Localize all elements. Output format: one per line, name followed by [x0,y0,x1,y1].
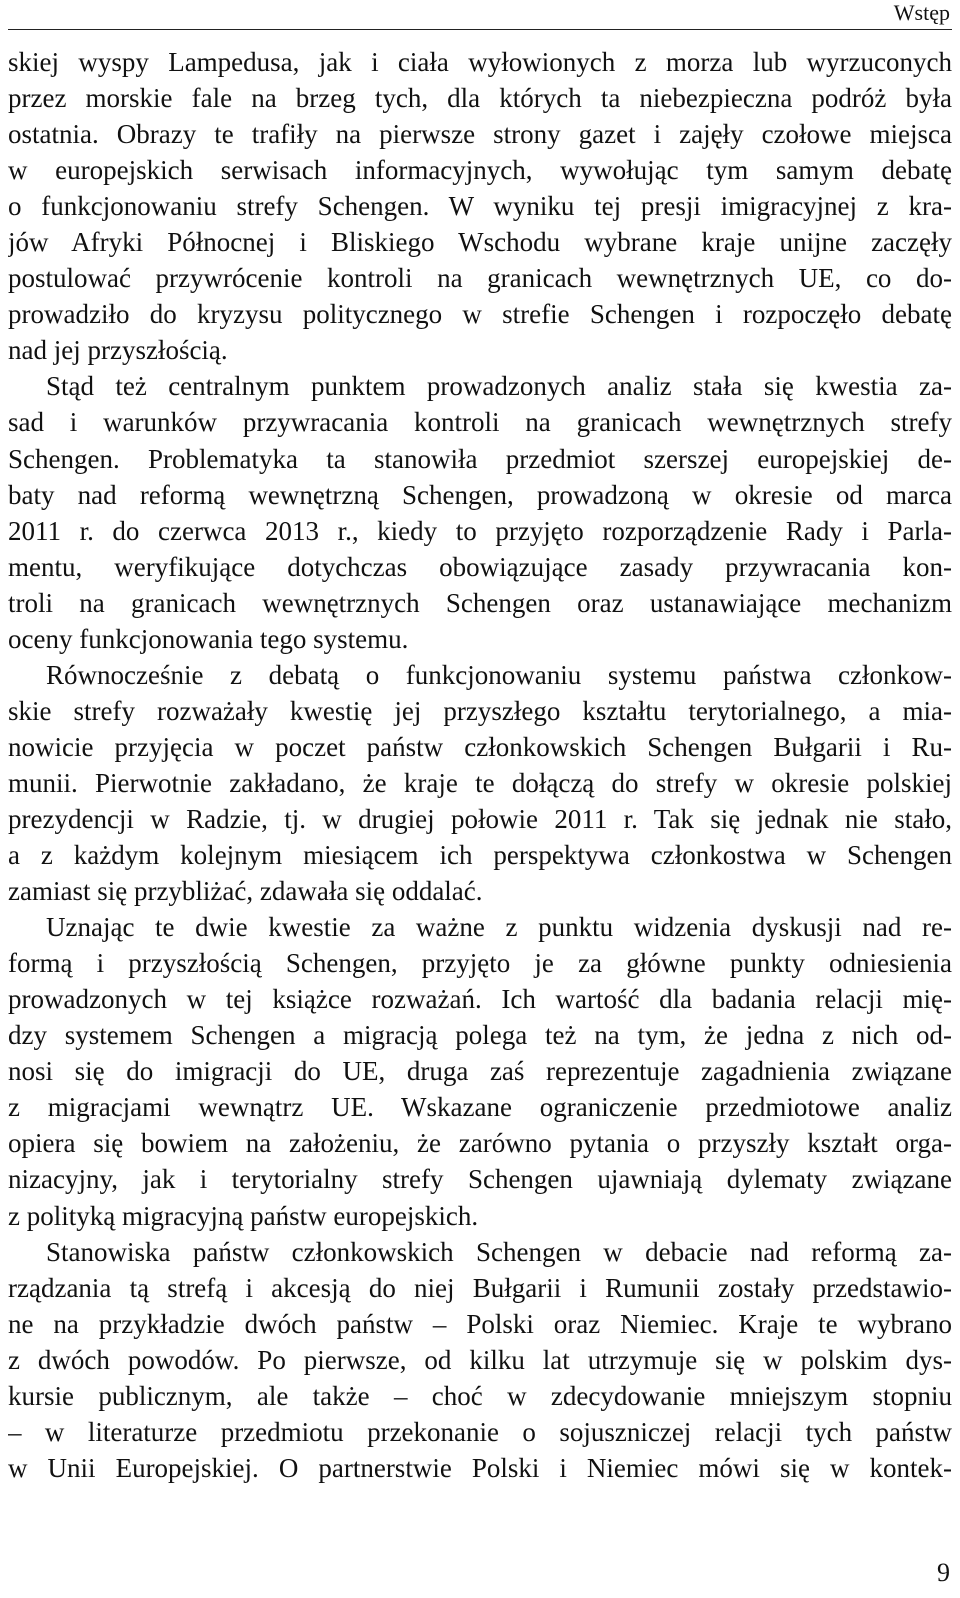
text-line: skiej wyspy Lampedusa, jak i ciała wyłowionych z morza lub wyrzuconych [8,47,952,77]
header-rule [8,29,952,30]
text-line: 2011 r. do czerwca 2013 r., kiedy to przyjęto rozporządzenie Rady i Parla- [8,515,952,546]
text-line: prowadziło do kryzysu politycznego w strefie Schengen i rozpoczęło debatę [8,299,952,330]
text-line: troli na granicach wewnętrznych Schengen oraz ustanawiające mechanizm [8,587,952,618]
text-line: skie strefy rozważały kwestię jej przyszłego kształtu terytorialnego, a mia- [8,695,952,726]
text-line: z migracjami wewnątrz UE. Wskazane ograniczenie przedmiotowe analiz [8,1092,952,1123]
text-line: formą i przyszłością Schengen, przyjęto je za główne punkty odniesienia [8,948,952,979]
text-line: Równocześnie z debatą o funkcjonowaniu systemu państwa członkow- [46,659,952,690]
text-line: baty nad reformą wewnętrzną Schengen, prowadzoną w okresie od marca [8,479,952,510]
text-line: o funkcjonowaniu strefy Schengen. W wyniku tej presji imigracyjnej z kra- [8,191,952,222]
text-line: z dwóch powodów. Po pierwsze, od kilku lat utrzymuje się w polskim dys- [8,1344,952,1375]
text-line: opiera się bowiem na założeniu, że zarówno pytania o przyszły kształt orga- [8,1128,952,1159]
text-line: Uznając te dwie kwestie za ważne z punktu widzenia dyskusji nad re- [46,912,952,943]
text-line: a z każdym kolejnym miesiącem ich perspektywa członkostwa w Schengen [8,840,952,871]
text-line: nowicie przyjęcia w poczet państw członkowskich Schengen Bułgarii i Ru- [8,731,952,762]
text-line: nizacyjny, jak i terytorialny strefy Schengen ujawniają dylematy związane [8,1164,952,1195]
text-line: oceny funkcjonowania tego systemu. [8,623,409,654]
text-line: Stanowiska państw członkowskich Schengen w debacie nad reformą za- [46,1236,952,1267]
text-line: – w literaturze przedmiotu przekonanie o sojuszniczej relacji tych państw [8,1416,952,1447]
text-line: zamiast się przybliżać, zdawała się oddalać. [8,876,483,907]
body-text [8,44,952,1486]
text-line: ostatnia. Obrazy te trafiły na pierwsze strony gazet i zajęły czołowe miejsca [8,119,952,150]
text-line: w Unii Europejskiej. O partnerstwie Polski i Niemiec mówi się w kontek- [8,1452,952,1483]
text-line: prowadzonych w tej książce rozważań. Ich wartość dla badania relacji mię- [8,984,952,1015]
text-line: munii. Pierwotnie zakładano, że kraje te dołączą do strefy w okresie polskiej [8,767,952,798]
text-line: nosi się do imigracji do UE, druga zaś reprezentuje zagadnienia związane [8,1056,952,1087]
text-line: przez morskie fale na brzeg tych, dla których ta niebezpieczna podróż była [8,83,952,114]
page-number: 9 [937,1558,950,1587]
text-line: Stąd też centralnym punktem prowadzonych analiz stała się kwestia za- [46,371,952,402]
text-line: ne na przykładzie dwóch państw – Polski oraz Niemiec. Kraje te wybrano [8,1308,952,1339]
text-line: sad i warunków przywracania kontroli na granicach wewnętrznych strefy [8,407,952,438]
text-line: kursie publicznym, ale także – choć w zdecydowanie mniejszym stopniu [8,1380,952,1411]
text-line: dzy systemem Schengen a migracją polega też na tym, że jedna z nich od- [8,1020,952,1051]
text-line: z polityką migracyjną państw europejskich. [8,1200,479,1231]
text-line: prezydencji w Radzie, tj. w drugiej połowie 2011 r. Tak się jednak nie stało, [8,803,952,834]
running-header-title: Wstęp [893,0,950,25]
text-line: jów Afryki Północnej i Bliskiego Wschodu wybrane kraje unijne zaczęły [8,227,952,258]
text-line: w europejskich serwisach informacyjnych, wywołując tym samym debatę [8,155,952,186]
text-line: rządzania tą strefą i akcesją do niej Bułgarii i Rumunii zostały przedstawio- [8,1272,952,1303]
text-line: Schengen. Problematyka ta stanowiła przedmiot szerszej europejskiej de- [8,443,952,474]
text-line: nad jej przyszłością. [8,335,228,366]
text-line: postulować przywrócenie kontroli na granicach wewnętrznych UE, co do- [8,263,952,294]
text-line: mentu, weryfikujące dotychczas obowiązujące zasady przywracania kon- [8,551,952,582]
